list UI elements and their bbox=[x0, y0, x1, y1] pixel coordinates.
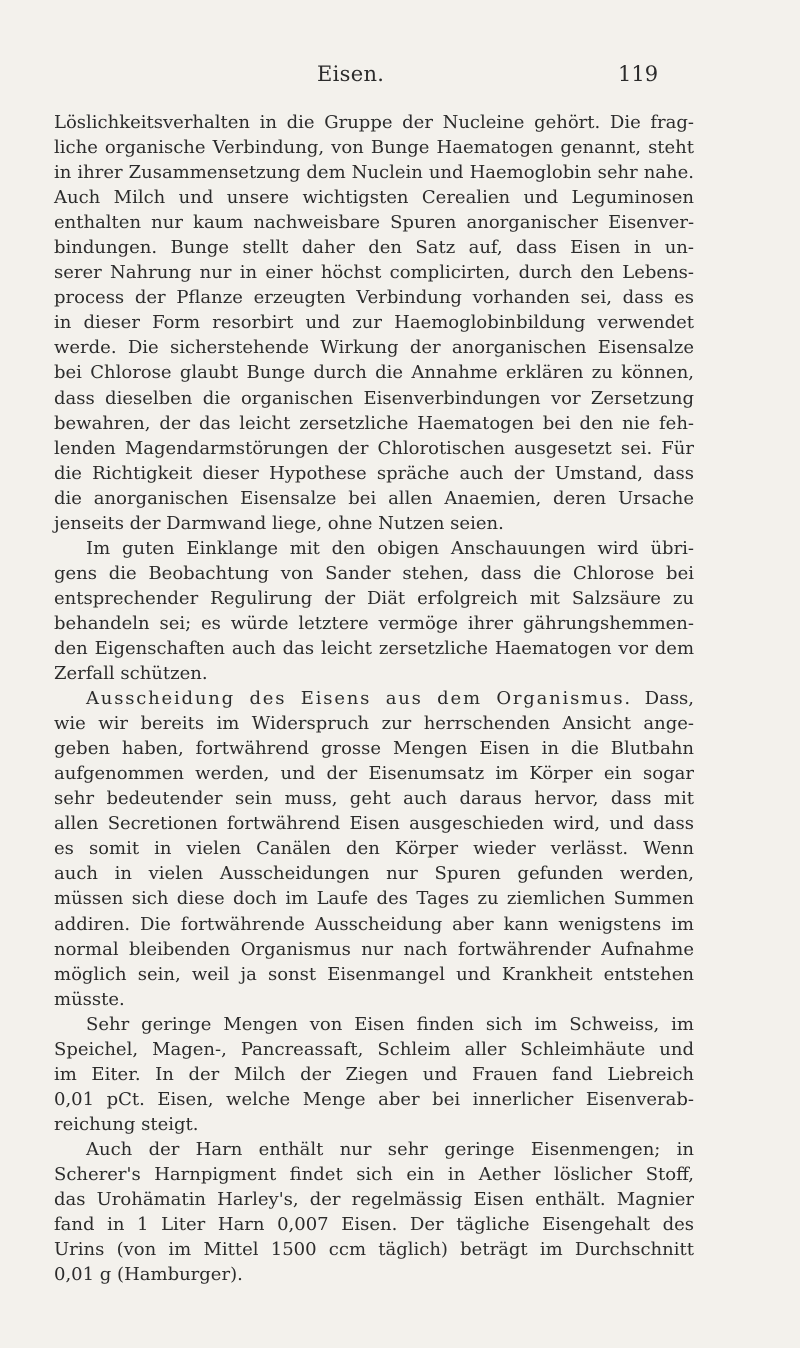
line-text: fand in 1 Liter Harn 0,007 Eisen. Der tägliche Eisengehalt des bbox=[54, 1214, 694, 1236]
line-text: Zerfall schützen. bbox=[54, 663, 208, 685]
line-text: gens die Beobachtung von Sander stehen, dass die Chlorose bei bbox=[54, 562, 694, 584]
text-line bbox=[54, 1212, 694, 1237]
line-text: auch in vielen Ausscheidungen nur Spuren gefunden werden, bbox=[54, 863, 695, 885]
text-line bbox=[54, 1162, 694, 1187]
line-text: bewahren, der das leicht zersetzliche Haematogen bei den nie feh- bbox=[54, 412, 694, 434]
running-head bbox=[0, 62, 800, 92]
line-text: werde. Die sicherstehende Wirkung der anorganischen Eisensalze bbox=[54, 337, 694, 359]
text-line bbox=[54, 937, 694, 962]
body-text bbox=[54, 110, 694, 1287]
text-line bbox=[54, 285, 694, 310]
text-line bbox=[54, 1087, 694, 1112]
line-text: Speichel, Magen-, Pancreassaft, Schleim aller Schleimhäute und bbox=[54, 1038, 695, 1060]
text-line bbox=[54, 786, 694, 811]
line-text: jenseits der Darmwand liege, ohne Nutzen seien. bbox=[54, 512, 504, 534]
line-text: reichung steigt. bbox=[54, 1113, 199, 1135]
text-line bbox=[54, 185, 694, 210]
line-text: sehr bedeutender sein muss, geht auch daraus hervor, dass mit bbox=[54, 788, 694, 810]
line-text: Urins (von im Mittel 1500 ccm täglich) beträgt im Durchschnitt bbox=[54, 1239, 694, 1261]
page-title: Eisen. bbox=[317, 62, 385, 86]
text-line bbox=[54, 1237, 694, 1262]
line-text: möglich sein, weil ja sonst Eisenmangel und Krankheit entstehen bbox=[54, 963, 695, 985]
line-text: process der Pflanze erzeugten Verbindung vorhanden sei, dass es bbox=[54, 287, 694, 309]
line-text: müsste. bbox=[54, 988, 125, 1010]
text-line bbox=[54, 160, 694, 185]
line-text: müssen sich diese doch im Laufe des Tages zu ziemlichen Summen bbox=[54, 888, 694, 910]
text-line bbox=[54, 386, 694, 411]
text-line bbox=[54, 661, 694, 686]
text-line bbox=[54, 686, 694, 711]
line-text: in ihrer Zusammensetzung dem Nuclein und Haemoglobin sehr nahe. bbox=[54, 162, 694, 184]
text-line bbox=[54, 736, 694, 761]
line-text: Auch der Harn enthält nur sehr geringe Eisenmengen; in bbox=[86, 1138, 695, 1160]
line-text: in dieser Form resorbirt und zur Haemoglobinbildung verwendet bbox=[54, 312, 695, 334]
line-text: das Urohämatin Harley's, der regelmässig Eisen enthält. Magnier bbox=[54, 1189, 695, 1211]
text-line bbox=[54, 761, 694, 786]
line-text: Dass, bbox=[631, 688, 695, 710]
line-text: 0,01 pCt. Eisen, welche Menge aber bei innerlicher Eisenverab- bbox=[54, 1088, 694, 1110]
text-line bbox=[54, 260, 694, 285]
line-text: liche organische Verbindung, von Bunge Haematogen genannt, steht bbox=[54, 137, 695, 159]
text-line bbox=[54, 536, 694, 561]
text-line bbox=[54, 110, 694, 135]
line-text: 0,01 g (Hamburger). bbox=[54, 1264, 243, 1286]
line-text: wie wir bereits im Widerspruch zur herrschenden Ansicht ange- bbox=[54, 713, 695, 735]
text-line bbox=[54, 611, 694, 636]
line-text: bindungen. Bunge stellt daher den Satz auf, dass Eisen in un- bbox=[54, 237, 694, 259]
line-text: serer Nahrung nur in einer höchst complicirten, durch den Lebens- bbox=[54, 262, 694, 284]
text-line bbox=[54, 486, 694, 511]
line-text: den Eigenschaften auch das leicht zersetzliche Haematogen vor dem bbox=[54, 637, 695, 659]
line-text: die Richtigkeit dieser Hypothese spräche auch der Umstand, dass bbox=[54, 462, 694, 484]
line-text: im Eiter. In der Milch der Ziegen und Frauen fand Liebreich bbox=[54, 1063, 694, 1085]
line-text: Scherer's Harnpigment findet sich ein in Aether löslicher Stoff, bbox=[54, 1163, 694, 1185]
text-line bbox=[54, 1262, 694, 1287]
line-text: aufgenommen werden, und der Eisenumsatz im Körper ein sogar bbox=[54, 763, 694, 785]
line-text: behandeln sei; es würde letztere vermöge ihrer gährungshemmen- bbox=[54, 612, 694, 634]
text-line bbox=[54, 1062, 694, 1087]
text-line bbox=[54, 962, 694, 987]
text-line bbox=[54, 461, 694, 486]
line-text: es somit in vielen Canälen den Körper wieder verlässt. Wenn bbox=[54, 838, 695, 860]
line-text: enthalten nur kaum nachweisbare Spuren anorganischer Eisenver- bbox=[54, 212, 695, 234]
text-line bbox=[54, 310, 694, 335]
text-line bbox=[54, 987, 694, 1012]
text-line bbox=[54, 811, 694, 836]
line-text: bei Chlorose glaubt Bunge durch die Annahme erklären zu können, bbox=[54, 362, 695, 384]
text-line bbox=[54, 235, 694, 260]
line-text: Sehr geringe Mengen von Eisen finden sich im Schweiss, im bbox=[86, 1013, 694, 1035]
line-text: entsprechender Regulirung der Diät erfolgreich mit Salzsäure zu bbox=[54, 587, 694, 609]
text-line bbox=[54, 210, 694, 235]
text-line bbox=[54, 586, 694, 611]
text-line bbox=[54, 1037, 694, 1062]
line-text: Auch Milch und unsere wichtigsten Cerealien und Leguminosen bbox=[54, 187, 694, 209]
line-text: Löslichkeitsverhalten in die Gruppe der Nucleine gehört. Die frag- bbox=[54, 112, 694, 133]
text-line bbox=[54, 1137, 694, 1162]
text-line bbox=[54, 135, 694, 160]
text-line bbox=[54, 561, 694, 586]
text-line bbox=[54, 1112, 694, 1137]
text-line bbox=[54, 886, 694, 911]
text-line bbox=[54, 335, 694, 360]
line-text: addiren. Die fortwährende Ausscheidung aber kann wenigstens im bbox=[54, 913, 694, 935]
text-line bbox=[54, 836, 694, 861]
line-text: normal bleibenden Organismus nur nach fortwährender Aufnahme bbox=[54, 938, 695, 960]
text-line bbox=[54, 436, 694, 461]
page-number: 119 bbox=[618, 62, 659, 86]
text-line bbox=[54, 411, 694, 436]
text-line bbox=[54, 861, 694, 886]
line-text: geben haben, fortwährend grosse Mengen Eisen in die Blutbahn bbox=[54, 738, 695, 760]
text-line bbox=[54, 511, 694, 536]
text-line bbox=[54, 360, 694, 385]
text-line bbox=[54, 912, 694, 937]
line-text: Im guten Einklange mit den obigen Anschauungen wird übri- bbox=[86, 537, 695, 559]
line-text: lenden Magendarmstörungen der Chlorotischen ausgesetzt sei. Für bbox=[54, 437, 694, 459]
text-line bbox=[54, 1187, 694, 1212]
text-line bbox=[54, 711, 694, 736]
text-line bbox=[54, 1012, 694, 1037]
line-text: dass dieselben die organischen Eisenverbindungen vor Zersetzung bbox=[54, 387, 694, 409]
section-heading: Ausscheidung des Eisens aus dem Organismus. bbox=[86, 688, 632, 710]
line-text: die anorganischen Eisensalze bei allen Anaemien, deren Ursache bbox=[54, 487, 695, 509]
line-text: allen Secretionen fortwährend Eisen ausgeschieden wird, und dass bbox=[54, 813, 694, 835]
text-line bbox=[54, 636, 694, 661]
